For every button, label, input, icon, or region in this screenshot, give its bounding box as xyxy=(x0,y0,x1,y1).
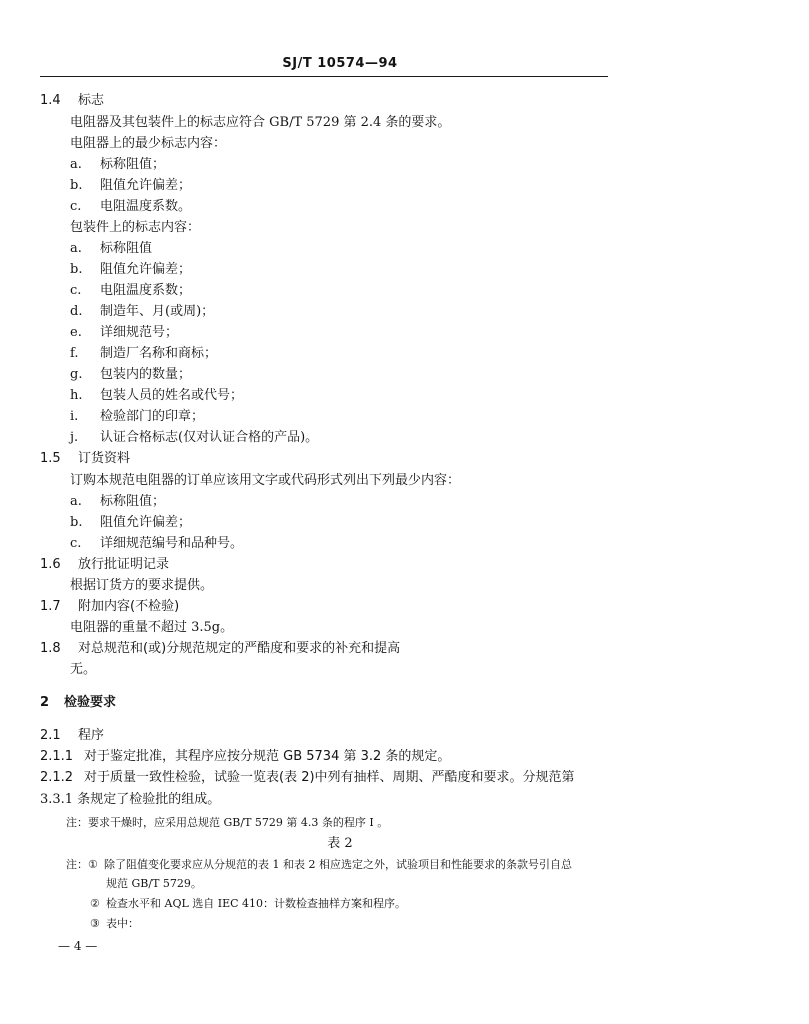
list-item xyxy=(70,388,243,404)
list-text: 检验部门的印章； xyxy=(100,409,205,424)
list-text: 详细规范号； xyxy=(100,325,179,340)
note-lead: 注： xyxy=(66,858,88,871)
paragraph: 根据订货方的要求提供。 xyxy=(70,578,214,593)
list-marker: b. xyxy=(70,515,83,530)
list-item xyxy=(70,346,217,362)
list-item xyxy=(70,325,178,341)
standard-number-header: SJ/T 10574—94 xyxy=(282,56,398,71)
list-text: 标称阻值 xyxy=(100,241,153,256)
list-text: 电阻温度系数。 xyxy=(100,199,192,214)
list-text: 阻值允许偏差； xyxy=(100,262,192,277)
list-item xyxy=(70,241,152,257)
header-rule xyxy=(40,76,608,77)
list-marker: g. xyxy=(70,367,83,382)
list-item xyxy=(70,262,191,278)
list-text: 包装人员的姓名或代号； xyxy=(100,388,244,403)
table-note-2 xyxy=(90,896,406,912)
note-text: 表中： xyxy=(106,917,139,930)
list-text: 标称阻值； xyxy=(100,494,166,509)
paragraph: 订购本规范电阻器的订单应该用文字或代码形式列出下列最少内容： xyxy=(70,473,461,488)
section-title: 订货资料 xyxy=(78,451,131,466)
list-item xyxy=(70,304,214,320)
paragraph: 电阻器上的最少标志内容： xyxy=(70,136,227,151)
note-text: 除了阻值变化要求应从分规范的表 1 和表 2 相应选定之外，试验项目和性能要求的条款号引自总 xyxy=(104,858,572,871)
list-marker: h. xyxy=(70,388,83,403)
paragraph: 电阻器及其包装件上的标志应符合 GB/T 5729 第 2.4 条的要求。 xyxy=(70,115,451,130)
list-marker: e. xyxy=(70,325,82,340)
list-marker: j. xyxy=(70,430,79,445)
list-item xyxy=(70,536,243,552)
list-item xyxy=(70,367,191,383)
list-marker: b. xyxy=(70,178,83,193)
table-caption: 表 2 xyxy=(327,836,353,851)
section-number: 1.7 xyxy=(40,599,61,614)
list-item xyxy=(70,157,165,173)
section-title: 放行批证明记录 xyxy=(78,557,170,572)
list-marker: c. xyxy=(70,283,82,298)
paragraph: 电阻器的重量不超过 3.5g。 xyxy=(70,620,234,635)
list-marker: f. xyxy=(70,346,79,361)
section-number: 1.8 xyxy=(40,641,61,656)
list-text: 阻值允许偏差； xyxy=(100,178,192,193)
table-note-3 xyxy=(90,916,139,932)
list-item xyxy=(70,178,191,194)
section-title: 检验要求 xyxy=(64,695,117,710)
list-marker: a. xyxy=(70,494,82,509)
section-2-1-2 xyxy=(40,770,575,786)
drying-note: 注：要求干燥时，应采用总规范 GB/T 5729 第 4.3 条的程序 I 。 xyxy=(66,816,389,829)
section-1-5-heading xyxy=(40,451,130,467)
list-text: 制造厂名称和商标； xyxy=(100,346,218,361)
list-text: 认证合格标志(仅对认证合格的产品)。 xyxy=(100,430,319,445)
section-number: 2.1.1 xyxy=(40,749,74,764)
section-2-1-heading xyxy=(40,728,104,744)
list-marker: i. xyxy=(70,409,79,424)
section-2-heading xyxy=(40,695,116,711)
section-title: 程序 xyxy=(78,728,105,743)
note-marker: ① xyxy=(88,858,98,871)
section-title: 附加内容(不检验) xyxy=(78,599,180,614)
list-item xyxy=(70,494,165,510)
note-marker: ② xyxy=(90,897,100,910)
list-item xyxy=(70,515,191,531)
list-item xyxy=(70,409,204,425)
section-number: 1.4 xyxy=(40,93,61,108)
section-1-4-heading xyxy=(40,93,104,109)
list-text: 阻值允许偏差； xyxy=(100,515,192,530)
paragraph: 3.3.1 条规定了检验批的组成。 xyxy=(40,792,221,807)
paragraph: 无。 xyxy=(70,662,97,677)
list-marker: b. xyxy=(70,262,83,277)
section-title: 对总规范和(或)分规范规定的严酷度和要求的补充和提高 xyxy=(78,641,401,656)
list-item xyxy=(70,283,191,299)
section-title: 标志 xyxy=(78,93,105,108)
list-marker: d. xyxy=(70,304,83,319)
table-note-1 xyxy=(66,857,572,873)
section-number: 2.1.2 xyxy=(40,770,74,785)
section-1-6-heading xyxy=(40,557,169,573)
list-text: 电阻温度系数； xyxy=(100,283,192,298)
section-number: 2 xyxy=(40,695,50,710)
list-marker: a. xyxy=(70,241,82,256)
note-text: 检查水平和 AQL 选自 IEC 410：计数检查抽样方案和程序。 xyxy=(106,897,407,910)
page-number-footer: — 4 — xyxy=(58,939,98,953)
section-1-7-heading xyxy=(40,599,179,615)
list-marker: a. xyxy=(70,157,82,172)
section-number: 2.1 xyxy=(40,728,61,743)
paragraph: 包装件上的标志内容： xyxy=(70,220,201,235)
section-text: 对于鉴定批准，其程序应按分规范 GB 5734 第 3.2 条的规定。 xyxy=(84,749,451,764)
list-text: 详细规范编号和品种号。 xyxy=(100,536,244,551)
list-marker: c. xyxy=(70,536,82,551)
note-marker: ③ xyxy=(90,917,100,930)
list-item xyxy=(70,199,191,215)
list-text: 制造年、月(或周)； xyxy=(100,304,215,319)
section-number: 1.5 xyxy=(40,451,61,466)
section-2-1-1 xyxy=(40,749,450,765)
list-text: 包装内的数量； xyxy=(100,367,192,382)
list-marker: c. xyxy=(70,199,82,214)
table-note-1-cont: 规范 GB/T 5729。 xyxy=(106,877,202,890)
list-text: 标称阻值； xyxy=(100,157,166,172)
section-1-8-heading xyxy=(40,641,400,657)
section-number: 1.6 xyxy=(40,557,61,572)
section-text: 对于质量一致性检验，试验一览表(表 2)中列有抽样、周期、严酷度和要求。分规范第 xyxy=(84,770,575,785)
list-item xyxy=(70,430,318,446)
